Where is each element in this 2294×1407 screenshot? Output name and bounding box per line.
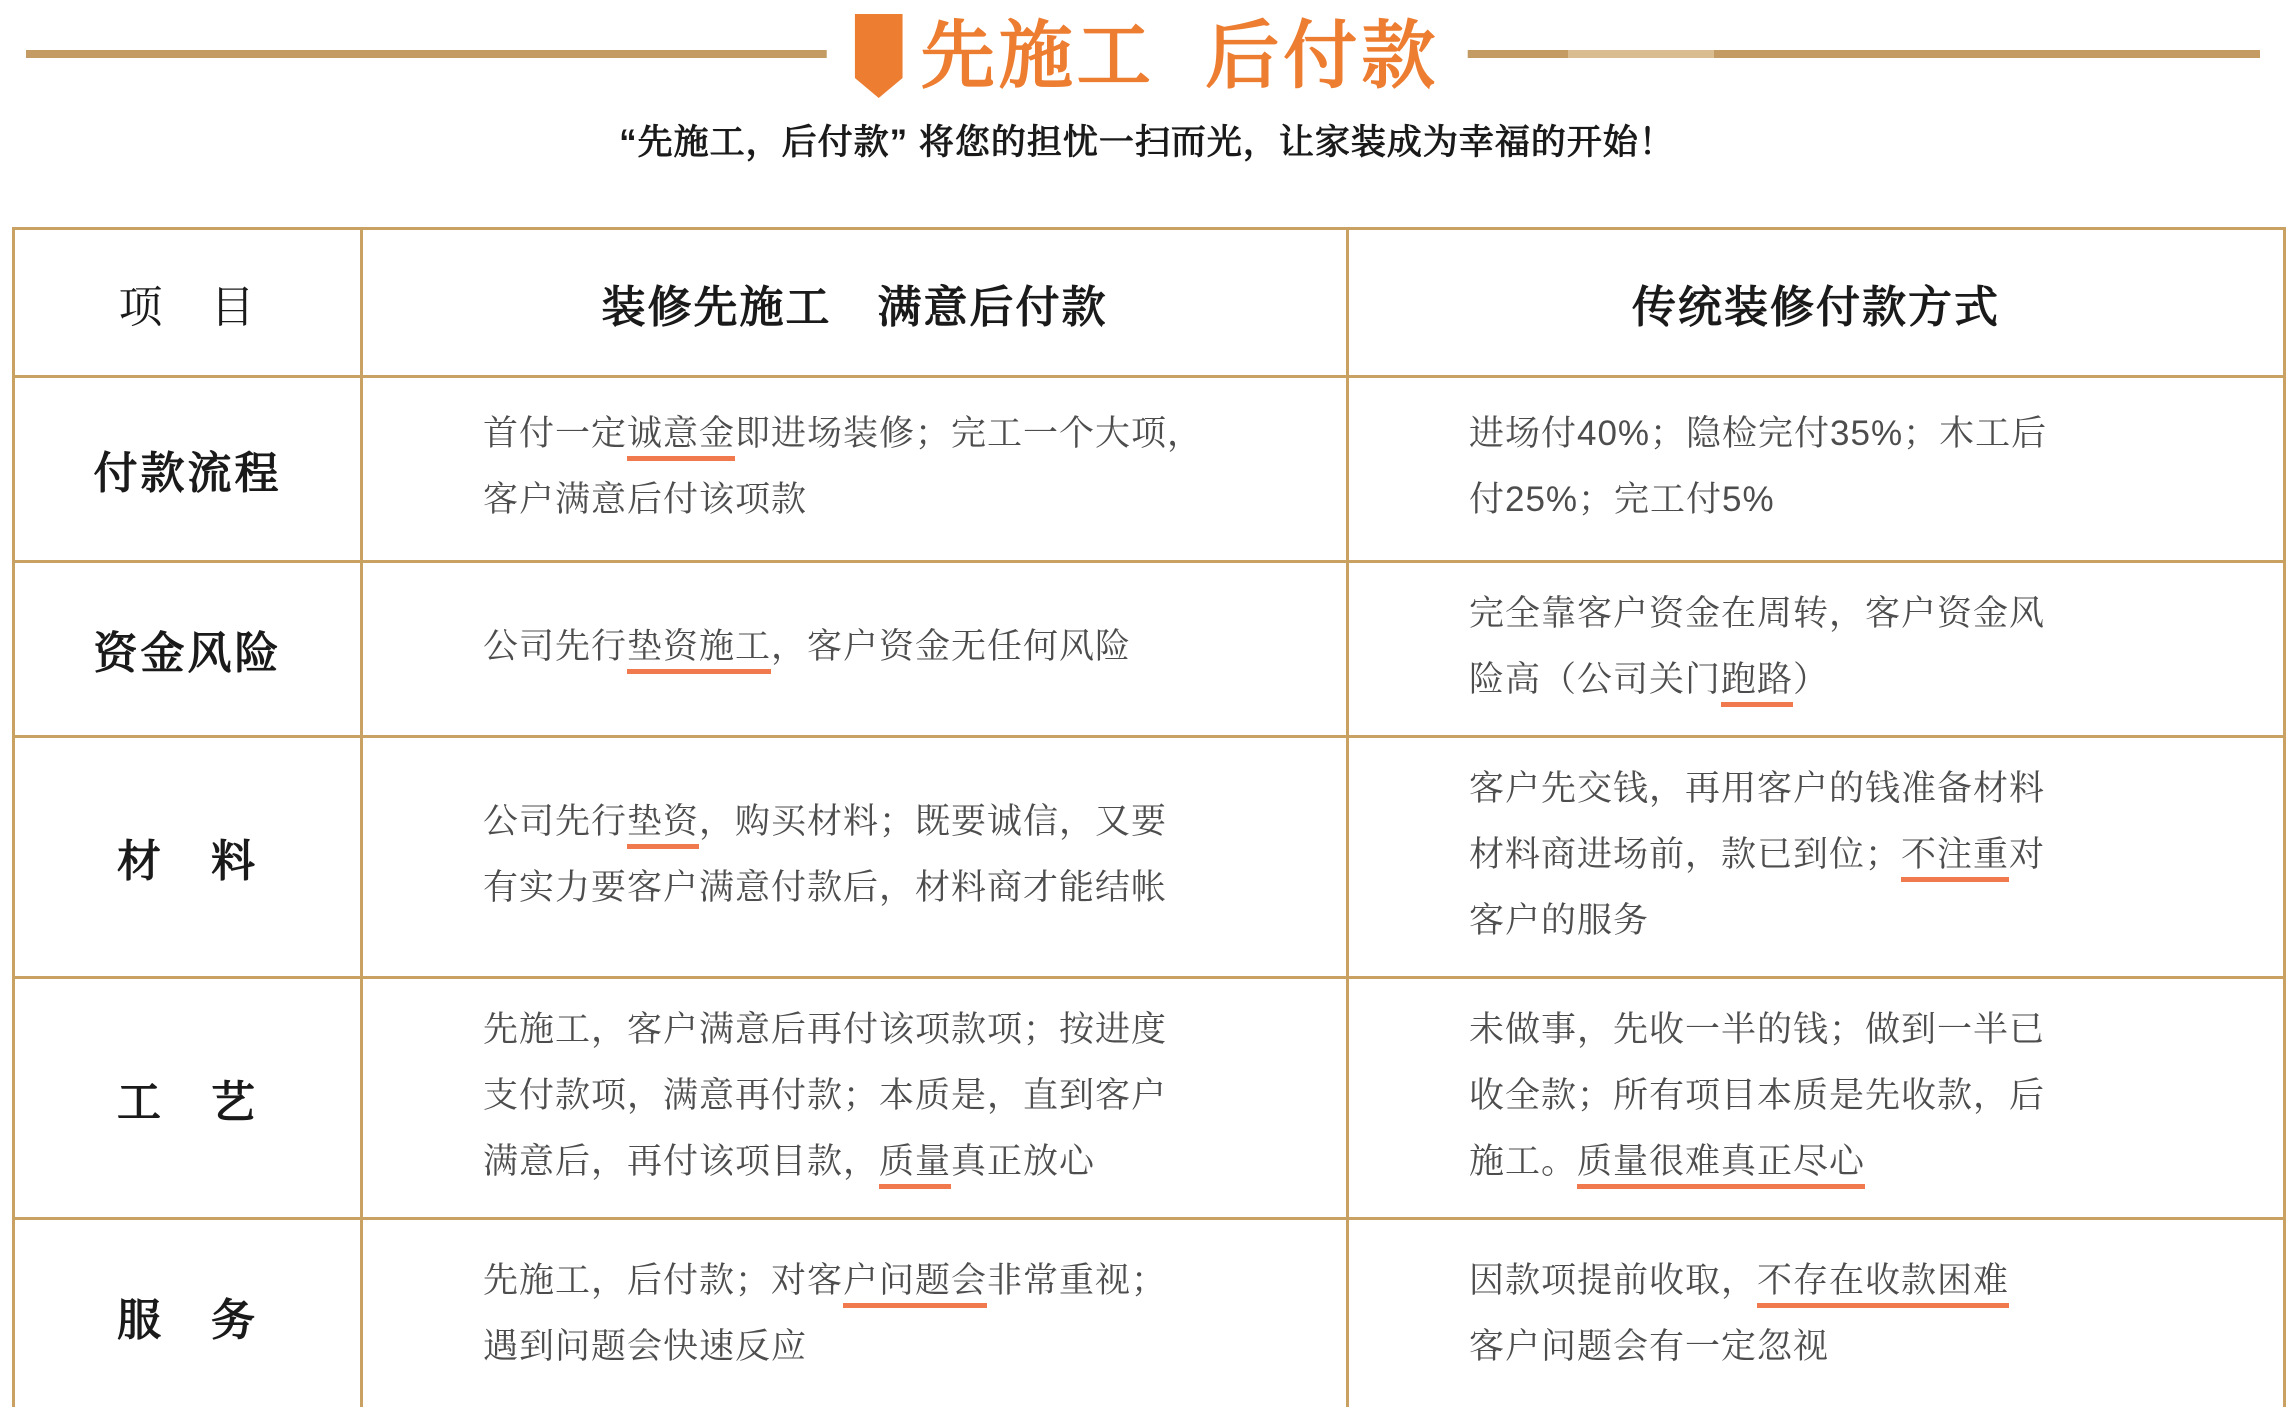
text-line bbox=[1469, 1248, 2233, 1314]
new-method-cell bbox=[362, 1219, 1348, 1407]
text-segment: 公司先行 bbox=[483, 627, 628, 666]
col-header-traditional: 传统装修付款方式 bbox=[1348, 229, 2285, 377]
text-segment: 满意后，再付该项目款， bbox=[483, 1142, 880, 1181]
text-segment: 客户先交钱，再用客户的钱准备材料 bbox=[1469, 769, 2046, 808]
traditional-cell bbox=[1348, 978, 2285, 1219]
underline-emphasis: 不注重 bbox=[1901, 835, 2009, 882]
text-segment: 客户满意后付该项款 bbox=[483, 480, 808, 519]
text-segment: ，客户资金无任何风险 bbox=[771, 627, 1132, 666]
text-line bbox=[483, 467, 1296, 533]
table-row bbox=[14, 737, 2285, 978]
text-segment: 遇到问题会快速反应 bbox=[483, 1326, 808, 1366]
text-line bbox=[1469, 1129, 2233, 1195]
underline-emphasis: 垫资施工 bbox=[627, 627, 771, 674]
text-segment: 施工。 bbox=[1469, 1142, 1578, 1181]
header-rule-highlight bbox=[1568, 50, 1714, 58]
traditional-cell bbox=[1348, 737, 2285, 978]
text-segment: 支付款项，满意再付款；本质是，直到客户 bbox=[483, 1076, 1168, 1115]
header bbox=[0, 0, 2294, 118]
table-row bbox=[14, 1219, 2285, 1407]
text-line bbox=[483, 855, 1296, 921]
underline-emphasis: 垫资 bbox=[627, 802, 699, 849]
text-segment: 首付一定 bbox=[483, 414, 628, 453]
underline-emphasis: 诚意金 bbox=[627, 414, 735, 461]
text-line bbox=[1469, 647, 2233, 713]
text-line bbox=[483, 997, 1296, 1063]
text-segment: 真正放心 bbox=[951, 1142, 1096, 1181]
text-segment: 先施工，后付款；对客 bbox=[483, 1260, 844, 1300]
underline-emphasis: 质量 bbox=[879, 1142, 951, 1189]
text-segment: 即进场装修；完工一个大项， bbox=[735, 414, 1204, 453]
row-label: 服 务 bbox=[14, 1219, 362, 1407]
text-line bbox=[1469, 756, 2233, 822]
text-segment: 材料商进场前，款已到位； bbox=[1469, 835, 1902, 874]
text-segment: 付25%；完工付5% bbox=[1469, 480, 1775, 519]
text-segment: 未做事，先收一半的钱；做到一半已 bbox=[1469, 1010, 2046, 1049]
bookmark-icon bbox=[855, 14, 903, 98]
text-line bbox=[1469, 997, 2233, 1063]
col-header-item: 项 目 bbox=[14, 229, 362, 377]
new-method-cell bbox=[362, 978, 1348, 1219]
new-method-cell bbox=[362, 562, 1348, 737]
table-header-row bbox=[14, 229, 2285, 377]
text-line bbox=[1469, 822, 2233, 888]
row-label: 材 料 bbox=[14, 737, 362, 978]
text-segment: 完全靠客户资金在周转，客户资金风 bbox=[1469, 594, 2046, 633]
text-line bbox=[1469, 1314, 2233, 1380]
text-line bbox=[1469, 1063, 2233, 1129]
text-line bbox=[1469, 581, 2233, 647]
text-line bbox=[1469, 401, 2233, 467]
traditional-cell bbox=[1348, 377, 2285, 562]
new-method-cell bbox=[362, 737, 1348, 978]
subtitle: “先施工，后付款” 将您的担忧一扫而光，让家装成为幸福的开始！ bbox=[619, 123, 1675, 162]
text-line bbox=[1469, 888, 2233, 954]
text-segment: 客户问题会有一定忽视 bbox=[1469, 1326, 1830, 1366]
row-label: 资金风险 bbox=[14, 562, 362, 737]
table-row bbox=[14, 377, 2285, 562]
text-segment: ） bbox=[1793, 660, 1830, 699]
text-segment: 先施工，客户满意后再付该项款项；按进度 bbox=[483, 1010, 1168, 1049]
underline-emphasis: 户问题会 bbox=[843, 1261, 987, 1308]
text-segment: 对 bbox=[2009, 835, 2046, 874]
text-segment: 有实力要客户满意付款后，材料商才能结帐 bbox=[483, 868, 1168, 907]
text-segment: 非常重视； bbox=[987, 1260, 1168, 1300]
page-title: 先施工 后付款 bbox=[920, 14, 1440, 97]
title-wrap bbox=[827, 2, 1468, 110]
new-method-cell bbox=[362, 377, 1348, 562]
text-line bbox=[483, 1248, 1296, 1314]
text-line bbox=[483, 1063, 1296, 1129]
traditional-cell bbox=[1348, 562, 2285, 737]
table-row bbox=[14, 978, 2285, 1219]
row-label: 付款流程 bbox=[14, 377, 362, 562]
text-line bbox=[483, 614, 1296, 680]
text-line bbox=[483, 789, 1296, 855]
text-line bbox=[1469, 467, 2233, 533]
row-label: 工 艺 bbox=[14, 978, 362, 1219]
underline-emphasis: 跑路 bbox=[1721, 660, 1793, 707]
underline-emphasis: 质量很难真正尽心 bbox=[1577, 1142, 1865, 1189]
text-segment: 收全款；所有项目本质是先收款，后 bbox=[1469, 1076, 2046, 1115]
text-segment: 客户的服务 bbox=[1469, 901, 1650, 940]
text-segment: ，购买材料；既要诚信，又要 bbox=[699, 802, 1168, 841]
traditional-cell bbox=[1348, 1219, 2285, 1407]
text-line bbox=[483, 401, 1296, 467]
underline-emphasis: 不存在收款困难 bbox=[1757, 1261, 2009, 1308]
text-line bbox=[483, 1129, 1296, 1195]
table-body bbox=[14, 377, 2285, 1407]
col-header-new-method: 装修先施工 满意后付款 bbox=[362, 229, 1348, 377]
table-row bbox=[14, 562, 2285, 737]
text-line bbox=[483, 1314, 1296, 1380]
text-segment: 因款项提前收取， bbox=[1469, 1260, 1758, 1300]
text-segment: 险高（公司关门 bbox=[1469, 660, 1722, 699]
comparison-table bbox=[12, 227, 2286, 1407]
text-segment: 公司先行 bbox=[483, 802, 628, 841]
text-segment: 进场付40%；隐检完付35%；木工后 bbox=[1469, 414, 2048, 453]
